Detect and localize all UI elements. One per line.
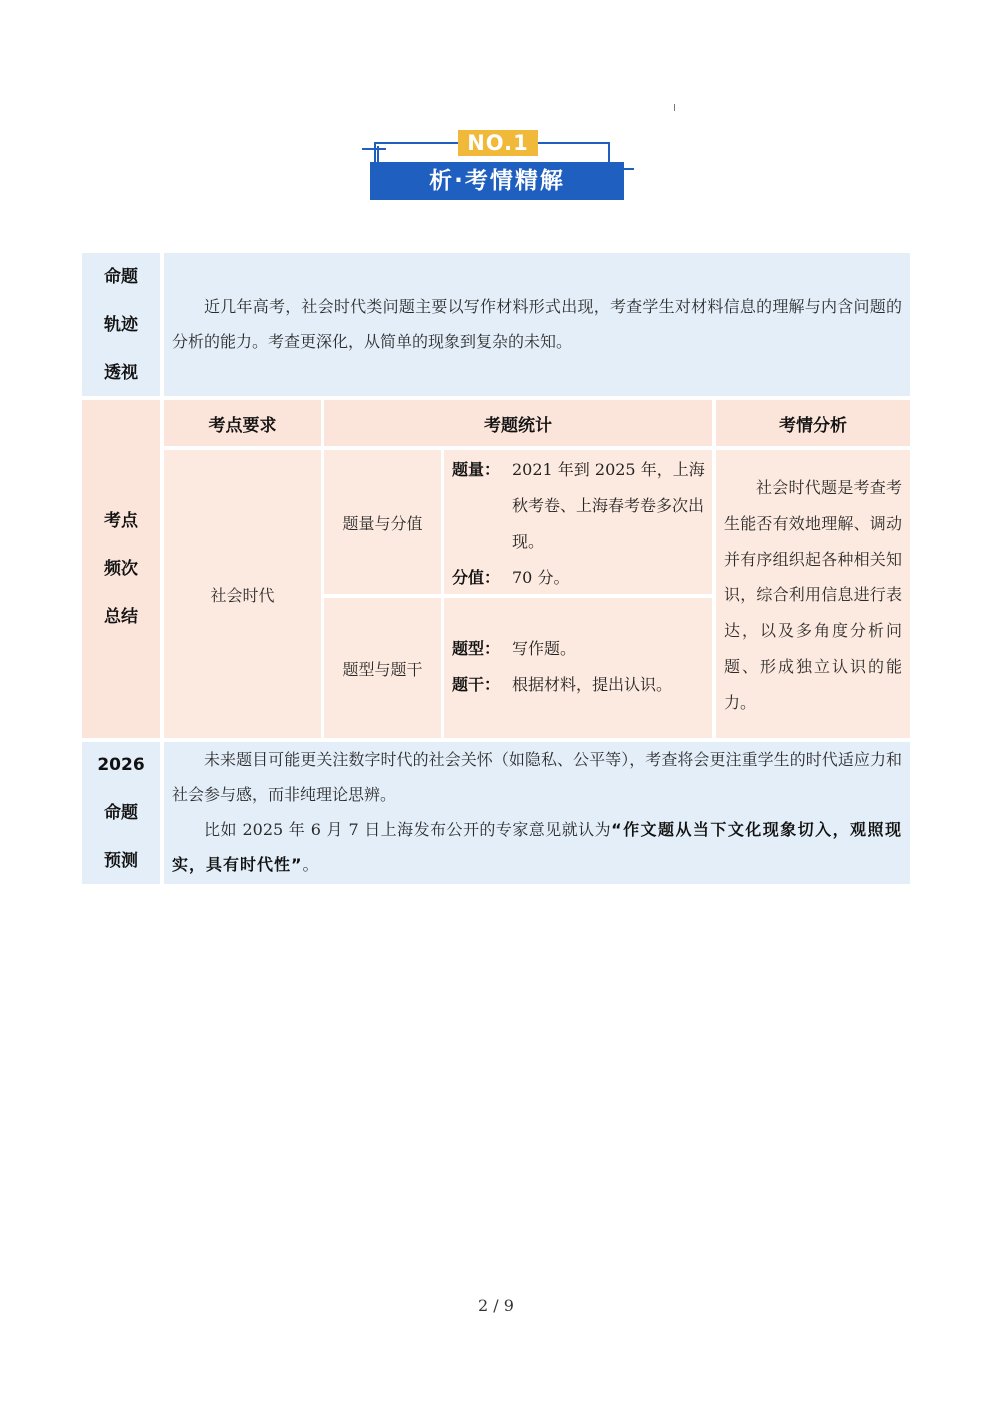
section3-label — [82, 742, 160, 884]
section2-label — [82, 400, 160, 738]
label-line: 命题 — [104, 266, 138, 287]
analysis-text: 社会时代题是考查考生能否有效地理解、调动并有序组织起各种相关知识，综合利用信息进行表达，以及多角度分析问题、形成独立认识的能力。 — [724, 478, 902, 712]
banner-number: NO.1 — [458, 130, 538, 156]
label-line: 轨迹 — [104, 314, 138, 335]
example-paragraph — [172, 812, 902, 882]
label-line: 透视 — [104, 362, 138, 383]
prediction-paragraph: 未来题目可能更关注数字时代的社会关怀（如隐私、公平等），考查将会更注重学生的时代适应力和社会参与感，而非纯理论思辨。 — [172, 750, 902, 804]
type-key: 题型： — [452, 639, 501, 658]
stem-value: 根据材料，提出认识。 — [512, 675, 673, 694]
header-requirement: 考点要求 — [164, 400, 321, 446]
section1-paragraph: 近几年高考，社会时代类问题主要以写作材料形式出现，考查学生对材料信息的理解与内含问题的分析的能力。考查更深化，从简单的现象到复杂的未知。 — [172, 297, 902, 351]
row1-details — [444, 450, 712, 594]
header-statistics: 考题统计 — [324, 400, 712, 446]
analysis-cell — [716, 450, 910, 738]
expert-quote: “作文题从当下文化现象切入，观照现实，具有时代性” — [172, 820, 902, 874]
score-line — [452, 560, 706, 596]
type-value: 写作题。 — [512, 639, 577, 658]
stem-line — [452, 667, 706, 703]
quantity-key: 题量： — [452, 460, 501, 479]
label-line: 考点 — [104, 511, 138, 531]
row1-category: 题量与分值 — [324, 450, 441, 594]
topic-cell: 社会时代 — [164, 450, 321, 738]
margin-tick-mark — [674, 104, 675, 111]
label-line: 总结 — [104, 607, 138, 627]
section3-content — [164, 742, 910, 884]
section-banner — [360, 128, 636, 204]
banner-decor-line — [362, 148, 386, 150]
label-line: 2026 — [97, 755, 145, 775]
quantity-value: 2021 年到 2025 年，上海秋考卷、上海春考卷多次出现。 — [512, 460, 705, 551]
label-line: 频次 — [104, 559, 138, 579]
type-line — [452, 631, 706, 667]
page-number: 2 / 9 — [478, 1296, 514, 1315]
stem-key: 题干： — [452, 675, 501, 694]
example-prefix: 比如 2025 年 6 月 7 日上海发布公开的专家意见就认为 — [204, 820, 612, 839]
banner-title: 析·考情精解 — [370, 162, 624, 200]
row2-details — [444, 598, 712, 738]
score-key: 分值： — [452, 568, 501, 587]
example-suffix: 。 — [302, 855, 319, 874]
banner-decor-line — [377, 146, 379, 162]
quantity-line — [452, 452, 706, 560]
score-value: 70 分。 — [512, 568, 570, 587]
section1-label — [82, 253, 160, 396]
label-line: 预测 — [104, 851, 138, 871]
section1-content — [164, 253, 910, 396]
row2-category: 题型与题干 — [324, 598, 441, 738]
header-analysis: 考情分析 — [716, 400, 910, 446]
label-line: 命题 — [104, 803, 138, 823]
